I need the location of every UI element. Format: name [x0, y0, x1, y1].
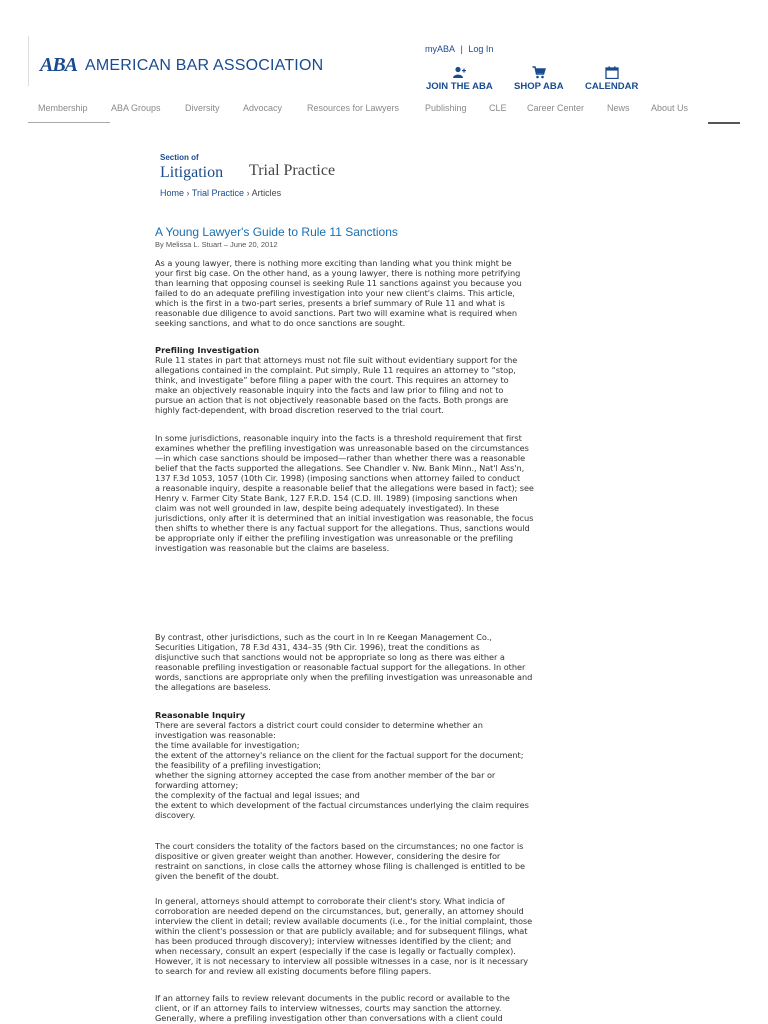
text-line: has been produced through discovery); interview witnesses identified by the client; and: [155, 936, 512, 946]
shop-aba-link[interactable]: [514, 66, 564, 92]
nav-resources-for-lawyers[interactable]: Resources for Lawyers: [307, 103, 400, 113]
nav-news[interactable]: News: [607, 103, 630, 113]
aba-logo[interactable]: [40, 54, 323, 77]
text-line: By contrast, other jurisdictions, such as the court in In re Keegan Management Co.,: [155, 632, 492, 642]
nav-aba-groups[interactable]: ABA Groups: [111, 103, 161, 113]
text-line: given the benefit of the doubt.: [155, 871, 280, 881]
breadcrumb-separator: ›: [246, 188, 250, 198]
text-line: —in which case sanctions should be imposed—rather than whether there was a reasonable: [155, 453, 526, 463]
join-aba-link[interactable]: [426, 66, 493, 92]
litigation-label: Litigation: [160, 164, 224, 181]
article-paragraph-corroborate: [155, 896, 563, 976]
text-line: disjunctive such that sanctions would not be appropriate so long as there was either a: [155, 652, 505, 662]
article-paragraph-rule11: [155, 355, 563, 415]
article: [155, 225, 563, 1023]
breadcrumb-separator: ›: [186, 188, 190, 198]
nav-publishing[interactable]: Publishing: [425, 103, 467, 113]
text-line: reasonable prefiling investigation or reasonable factual support for the allegations. In other: [155, 662, 526, 672]
text-line: dispositive or given greater weight than another. However, considering the desire for: [155, 851, 501, 861]
breadcrumb-trial-practice[interactable]: Trial Practice: [191, 188, 245, 198]
text-line: the extent to which development of the factual circumstances underlying the claim requires: [155, 800, 529, 810]
aba-logo-mark: ABA: [40, 54, 78, 76]
main-nav: [28, 103, 768, 113]
text-line: interview the client in detail; review available documents (i.e., for the initial complaint, those: [155, 916, 533, 926]
join-aba-label: JOIN THE ABA: [426, 81, 493, 92]
text-line: In general, attorneys should attempt to corroborate their client's story. What indicia of: [155, 896, 505, 906]
text-line: make an objectively reasonable inquiry into the facts and law prior to filing and not to: [155, 385, 504, 395]
login-link[interactable]: Log In: [468, 44, 494, 54]
text-line: client, or if an attorney fails to interview witnesses, courts may sanction the attorney.: [155, 1003, 502, 1013]
text-line: then shifts to whether there is any factual support for the allegations. Thus, sanctions would: [155, 523, 530, 533]
text-line: The court considers the totality of the factors based on the circumstances; no one factor is: [155, 841, 524, 851]
text-line: the complexity of the factual and legal issues; and: [155, 790, 360, 800]
text-line: highly fact-dependent, with broad discretion reserved to the trial court.: [155, 405, 444, 415]
util-separator: |: [460, 44, 463, 54]
text-line: Securities Litigation, 78 F.3d 431, 434–35 (9th Cir. 1996), treat the conditions as: [155, 642, 480, 652]
user-add-icon: [452, 66, 466, 79]
nav-career-center[interactable]: Career Center: [527, 103, 585, 113]
text-line: the time available for investigation;: [155, 740, 300, 750]
text-line: seeking sanctions, and what to do once sanctions are sought.: [155, 318, 406, 328]
text-line: to search for and review all existing documents before filing papers.: [155, 966, 432, 976]
article-paragraph-totality: [155, 841, 563, 881]
text-line: If an attorney fails to review relevant documents in the public record or available to the: [155, 993, 510, 1003]
calendar-label: CALENDAR: [585, 81, 639, 92]
trial-practice-heading: Trial Practice: [249, 162, 336, 179]
text-line: your first big case. On the other hand, as a young lawyer, there is nothing more petrifying: [155, 268, 521, 278]
aba-logo-text: AMERICAN BAR ASSOCIATION: [85, 56, 324, 74]
text-line: which is the first in a two-part series, presents a brief summary of Rule 11 and what is: [155, 298, 505, 308]
article-paragraph-failure: [155, 993, 563, 1023]
text-line: be appropriate only if either the prefiling investigation was unreasonable or the prefiling: [155, 533, 514, 543]
calendar-link[interactable]: [585, 66, 638, 92]
text-line: within the client's possession or that are publicly available; and for subsequent filings, what: [155, 926, 528, 936]
text-line: the allegations are baseless.: [155, 682, 271, 692]
text-line: whether the signing attorney accepted the case from another member of the bar or: [155, 770, 496, 780]
text-line: Generally, where a prefiling investigation other than conversations with a client could: [155, 1013, 503, 1023]
text-line: investigation was reasonable:: [155, 730, 276, 740]
text-line: the extent of the attorney's reliance on the client for the factual support for the document;: [155, 750, 524, 760]
article-paragraph-contrast: [155, 632, 563, 692]
text-line: In some jurisdictions, reasonable inquiry into the facts is a threshold requirement that first: [155, 433, 522, 443]
text-line: when necessary, consult an expert (especially if the case is legally or factually complex).: [155, 946, 516, 956]
article-paragraph-jurisdictions: [155, 433, 563, 553]
header-divider: [28, 36, 29, 86]
nav-divider-left: [28, 122, 110, 123]
text-line: discovery.: [155, 810, 196, 820]
site-header: [0, 0, 768, 130]
text-line: There are several factors a district court could consider to determine whether an: [155, 720, 483, 730]
text-line: a reasonable inquiry, despite a reasonable belief that the allegations were based in fact); see: [155, 483, 534, 493]
text-line: reasonable due diligence to avoid sanctions. Part two will examine what is required when: [155, 308, 518, 318]
nav-diversity[interactable]: Diversity: [185, 103, 220, 113]
text-line: 137 F.3d 1053, 1057 (10th Cir. 1998) (imposing sanctions when attorney failed to conduct: [155, 473, 521, 483]
text-line: corroboration are needed depend on the circumstances, but, generally, an attorney should: [155, 906, 524, 916]
text-line: belief that the facts supported the allegations. See Chandler v. Nw. Bank Minn., Nat'l Ass'n,: [155, 463, 525, 473]
text-line: jurisdictions, only after it is determined that an initial investigation was reasonable, the focus: [155, 513, 534, 523]
text-line: pursue an action that is not objectively reasonable based on the facts. Both prongs are: [155, 395, 509, 405]
breadcrumb-home[interactable]: Home: [160, 188, 185, 198]
article-paragraph-intro: [155, 258, 563, 328]
text-line: Henry v. Farmer City State Bank, 127 F.R.D. 154 (C.D. Ill. 1989) (imposing sanctions when: [155, 493, 518, 503]
utility-links: [425, 44, 496, 54]
text-line: allegations contained in the complaint. Put simply, Rule 11 requires an attorney to “stop,: [155, 365, 516, 375]
breadcrumb: [160, 188, 281, 198]
nav-advocacy[interactable]: Advocacy: [243, 103, 283, 113]
text-line: restraint on sanctions, in close calls the attorney whose filing is challenged is entitled to be: [155, 861, 525, 871]
shopping-cart-icon: [532, 66, 546, 79]
text-line: investigation was reasonable but the claims are baseless.: [155, 543, 390, 553]
text-line: Rule 11 states in part that attorneys must not file suit without evidentiary support for the: [155, 355, 518, 365]
text-line: As a young lawyer, there is nothing more exciting than landing what you think might be: [155, 258, 512, 268]
calendar-icon: [605, 66, 619, 79]
section-of-litigation-logo[interactable]: [160, 154, 223, 182]
heading-prefiling-investigation: Prefiling Investigation: [155, 345, 260, 355]
heading-reasonable-inquiry: Reasonable Inquiry: [155, 710, 246, 720]
text-line: failed to do an adequate prefiling investigation into your new client's claims. This article,: [155, 288, 515, 298]
section-of-label: Section of: [160, 153, 199, 162]
text-line: the feasibility of a prefiling investigation;: [155, 760, 321, 770]
text-line: claim was not well grounded in law, despite being adequately investigated). In these: [155, 503, 500, 513]
article-byline: By Melissa L. Stuart – June 20, 2012: [155, 240, 278, 249]
text-line: forwarding attorney;: [155, 780, 239, 790]
text-line: think, and investigate” before filing a paper with the court. This requires an attorney to: [155, 375, 509, 385]
text-line: examines whether the prefiling investigation was unreasonable based on the circumstances: [155, 443, 529, 453]
nav-cle[interactable]: CLE: [489, 103, 507, 113]
nav-membership[interactable]: Membership: [38, 103, 88, 113]
nav-about-us[interactable]: About Us: [651, 103, 689, 113]
nav-divider-right: [708, 122, 740, 124]
text-line: words, sanctions are appropriate only when the prefiling investigation was unreasonable and: [155, 672, 533, 682]
article-title: A Young Lawyer's Guide to Rule 11 Sanctions: [155, 225, 398, 239]
article-paragraph-factors: [155, 720, 563, 820]
text-line: than learning that opposing counsel is seeking Rule 11 sanctions against you because you: [155, 278, 522, 288]
myaba-link[interactable]: myABA: [425, 44, 456, 54]
shop-aba-label: SHOP ABA: [514, 81, 564, 92]
text-line: However, it is not necessary to interview all possible witnesses in a case, nor is it necessary: [155, 956, 529, 966]
breadcrumb-current: Articles: [251, 188, 282, 198]
